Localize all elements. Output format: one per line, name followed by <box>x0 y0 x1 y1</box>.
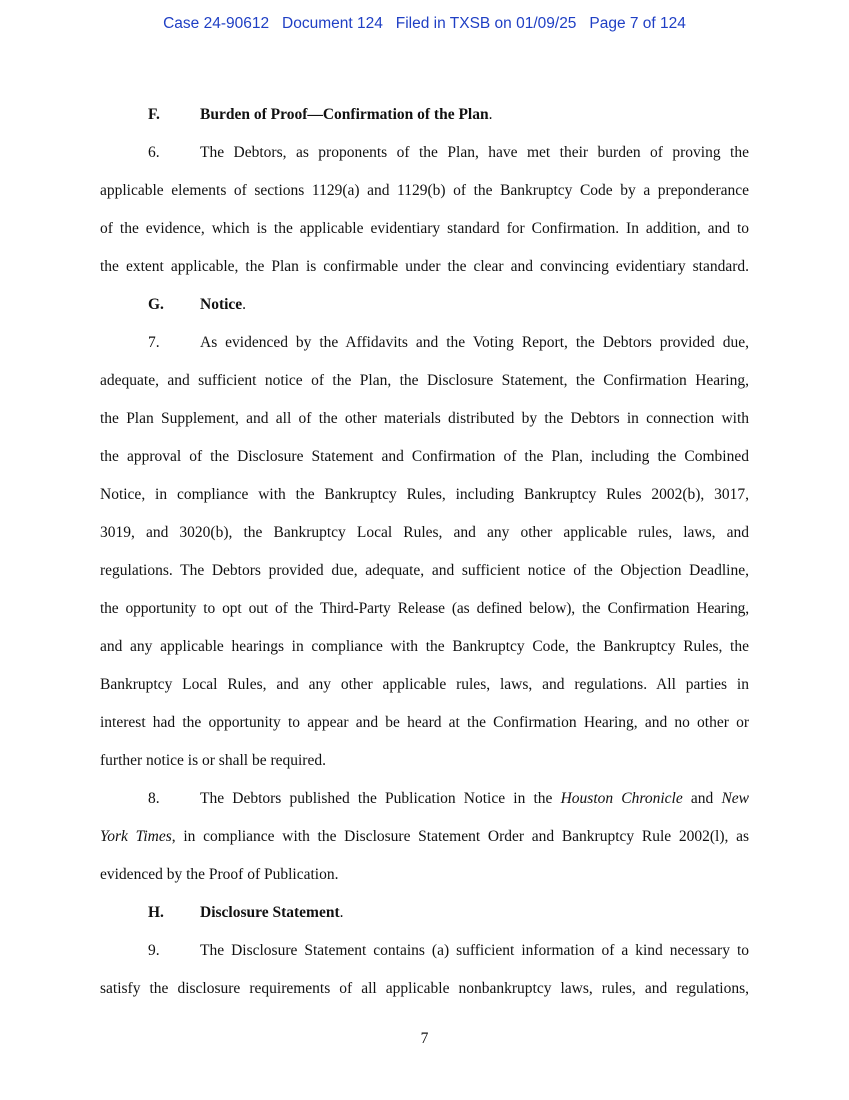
paragraph-9-line-1: 9. The Disclosure Statement contains (a) sufficient information of a kind necessary to <box>100 932 749 970</box>
section-title: Burden of Proof—Confirmation of the Plan <box>200 106 489 123</box>
section-letter: H. <box>148 904 164 921</box>
section-letter: G. <box>148 296 164 313</box>
publication-name-end: York Times <box>100 828 172 845</box>
paragraph-8-line-3: evidenced by the Proof of Publication. <box>100 866 339 883</box>
paragraph-7-line-12: further notice is or shall be required. <box>100 752 326 769</box>
paragraph-number: 7. <box>148 334 160 351</box>
page-indicator: Page 7 of 124 <box>589 15 686 32</box>
paragraph-7-line-11: interest had the opportunity to appear and be heard at the Confirmation Hearing, and no other or <box>100 714 749 731</box>
paragraph-6-line-4: the extent applicable, the Plan is confirmable under the clear and convincing evidentiary standard. <box>100 258 749 275</box>
paragraph-7-line-4: the approval of the Disclosure Statement and Confirmation of the Plan, including the Combined <box>100 448 749 465</box>
section-title: Notice <box>200 296 243 313</box>
paragraph-7-line-6: 3019, and 3020(b), the Bankruptcy Local Rules, and any other applicable rules, laws, and <box>100 524 749 541</box>
paragraph-8-line-1: 8. The Debtors published the Publication Notice in the Houston Chronicle and New <box>100 780 749 818</box>
paragraph-7-line-2: adequate, and sufficient notice of the Plan, the Disclosure Statement, the Confirmation Hearing, <box>100 372 749 389</box>
paragraph-7-line-8: the opportunity to opt out of the Third-Party Release (as defined below), the Confirmation Hearing, <box>100 600 749 617</box>
court-filing-header <box>0 15 849 33</box>
paragraph-number: 6. <box>148 144 160 161</box>
paragraph-6-line-1: 6. The Debtors, as proponents of the Plan, have met their burden of proving the <box>100 134 749 172</box>
paragraph-7-line-7: regulations. The Debtors provided due, adequate, and sufficient notice of the Objection Deadline, <box>100 562 749 579</box>
paragraph-6-line-3: of the evidence, which is the applicable evidentiary standard for Confirmation. In addition, and to <box>100 220 749 237</box>
section-title: Disclosure Statement <box>200 904 340 921</box>
paragraph-7-line-1: 7. As evidenced by the Affidavits and the Voting Report, the Debtors provided due, <box>100 324 749 362</box>
document-number: Document 124 <box>282 15 383 32</box>
filing-info: Filed in TXSB on 01/09/25 <box>395 15 577 32</box>
paragraph-7-line-3: the Plan Supplement, and all of the other materials distributed by the Debtors in connection with <box>100 410 749 427</box>
section-heading-h: H. Disclosure Statement. <box>100 894 749 932</box>
section-heading-f: F. Burden of Proof—Confirmation of the Plan. <box>100 96 749 134</box>
paragraph-7-line-9: and any applicable hearings in compliance with the Bankruptcy Code, the Bankruptcy Rules, the <box>100 638 749 655</box>
section-letter: F. <box>148 106 160 123</box>
case-number: Case 24-90612 <box>163 15 270 32</box>
paragraph-9-line-2: satisfy the disclosure requirements of all applicable nonbankruptcy laws, rules, and regulations, <box>100 980 749 997</box>
paragraph-number: 9. <box>148 942 160 959</box>
section-heading-g: G. Notice. <box>100 286 749 324</box>
paragraph-8-line-2: York Times, in compliance with the Disclosure Statement Order and Bankruptcy Rule 2002(l), as <box>100 828 749 845</box>
document-body <box>100 96 749 1008</box>
page-number: 7 <box>420 1030 429 1047</box>
paragraph-number: 8. <box>148 790 160 807</box>
publication-name-start: New <box>721 790 750 807</box>
publication-name: Houston Chronicle <box>560 790 683 807</box>
paragraph-6-line-2: applicable elements of sections 1129(a) and 1129(b) of the Bankruptcy Code by a preponderance <box>100 182 749 199</box>
paragraph-7-line-10: Bankruptcy Local Rules, and any other applicable rules, laws, and regulations. All parties in <box>100 676 749 693</box>
paragraph-7-line-5: Notice, in compliance with the Bankruptcy Rules, including Bankruptcy Rules 2002(b), 3017, <box>100 486 749 503</box>
